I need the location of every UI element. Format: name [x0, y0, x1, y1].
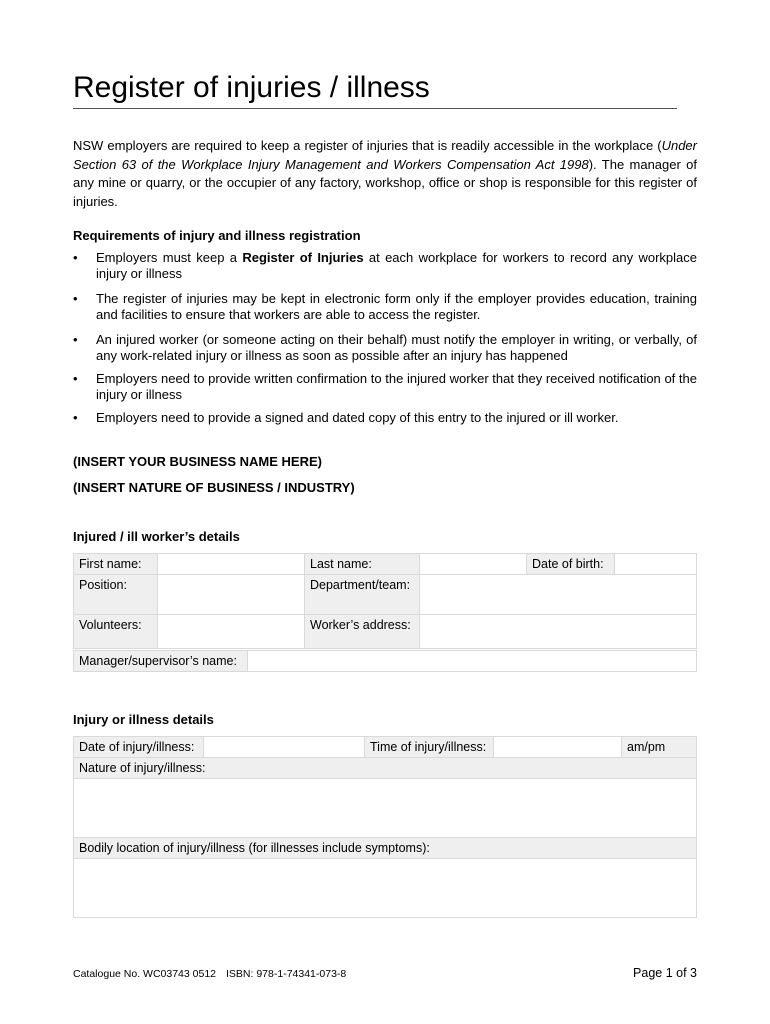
injury-date-label: Date of injury/illness:: [74, 737, 204, 758]
first-name-field[interactable]: [158, 554, 305, 575]
am-pm-label: am/pm: [622, 737, 697, 758]
bullet-icon: •: [73, 291, 78, 306]
bodily-location-label: Bodily location of injury/illness (for illnesses include symptoms):: [74, 838, 697, 859]
business-name-placeholder: (INSERT YOUR BUSINESS NAME HERE): [73, 454, 322, 469]
nature-label: Nature of injury/illness:: [74, 758, 697, 779]
date-of-birth-label: Date of birth:: [527, 554, 615, 575]
department-field[interactable]: [420, 575, 697, 615]
intro-text-1: NSW employers are required to keep a register of injuries that is readily accessible in the workplace (: [73, 138, 662, 153]
nature-field[interactable]: [74, 779, 697, 838]
department-label: Department/team:: [305, 575, 420, 615]
catalogue-number: Catalogue No. WC03743 0512: [73, 968, 217, 980]
first-name-label: First name:: [74, 554, 158, 575]
volunteers-label: Volunteers:: [74, 615, 158, 649]
injury-details-table: [73, 736, 697, 918]
worker-address-label: Worker’s address:: [305, 615, 420, 649]
business-nature-placeholder: (INSERT NATURE OF BUSINESS / INDUSTRY): [73, 480, 355, 495]
manager-field[interactable]: [248, 651, 697, 672]
date-of-birth-field[interactable]: [615, 554, 697, 575]
injury-details-heading: Injury or illness details: [73, 712, 214, 727]
worker-details-table: [73, 553, 697, 649]
position-field[interactable]: [158, 575, 305, 615]
worker-address-field[interactable]: [420, 615, 697, 649]
requirements-list: [73, 250, 697, 426]
bodily-location-field[interactable]: [74, 859, 697, 918]
isbn-number: ISBN: 978-1-74341-073-8: [226, 968, 347, 980]
last-name-label: Last name:: [305, 554, 420, 575]
injury-time-label: Time of injury/illness:: [365, 737, 494, 758]
intro-text-2: ). The manager of any mine or quarry, or the occupier of any factory, workshop, office or shop is responsible for this register of injuries.: [73, 156, 698, 209]
position-label: Position:: [74, 575, 158, 615]
last-name-field[interactable]: [420, 554, 527, 575]
requirement-item: • The register of injuries may be kept in electronic form only if the employer provides education, training and facilities to ensure that workers are able to access the register.: [73, 291, 697, 322]
worker-details-heading: Injured / ill worker’s details: [73, 529, 240, 544]
bullet-icon: •: [73, 371, 78, 386]
page-number: Page 1 of 3: [633, 966, 697, 980]
intro-paragraph: [73, 137, 697, 211]
requirement-item: • An injured worker (or someone acting on their behalf) must notify the employer in writing, or verbally, of any work-related injury or illness as soon as possible after an injury has happened: [73, 332, 697, 363]
intro-legislation: Under Section 63 of the Workplace Injury Management and Workers Compensation Act 1998: [73, 138, 697, 172]
requirements-heading: Requirements of injury and illness registration: [73, 228, 361, 243]
manager-label: Manager/supervisor’s name:: [74, 651, 248, 672]
bullet-icon: •: [73, 410, 78, 425]
manager-table: [73, 650, 697, 672]
requirement-item: • Employers need to provide a signed and dated copy of this entry to the injured or ill worker.: [73, 410, 619, 425]
volunteers-field[interactable]: [158, 615, 305, 649]
requirement-item: • Employers need to provide written confirmation to the injured worker that they received notification of the injury or illness: [73, 371, 697, 402]
bullet-icon: •: [73, 332, 78, 347]
page-title: Register of injuries / illness: [73, 71, 430, 104]
injury-date-field[interactable]: [204, 737, 365, 758]
injury-time-field[interactable]: [494, 737, 622, 758]
bullet-icon: •: [73, 250, 78, 265]
title-divider: [73, 108, 677, 109]
requirement-item: • Employers must keep a Register of Injuries at each workplace for workers to record any workplace injury or illness: [73, 250, 698, 281]
